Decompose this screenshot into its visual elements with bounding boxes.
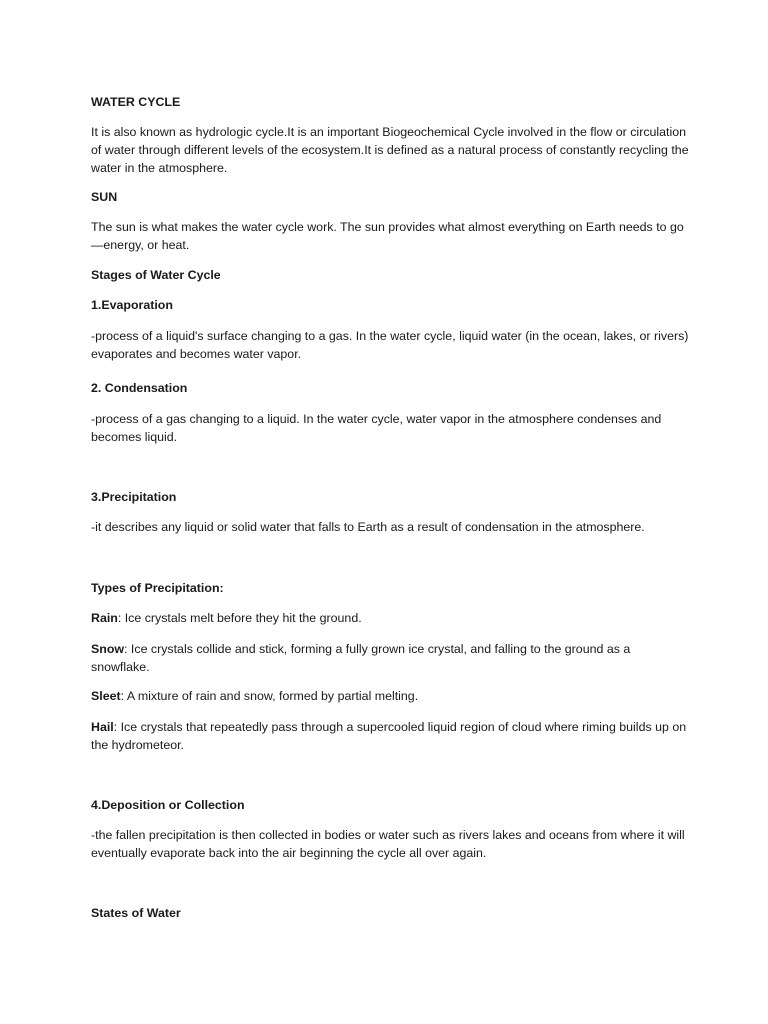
snow-text: : Ice crystals collide and stick, forming a fully grown ice crystal, and falling to the ground as a snowflake. — [91, 642, 631, 674]
rain-item — [91, 609, 691, 627]
deposition-paragraph: -the fallen precipitation is then collected in bodies or water such as rivers lakes and oceans from where it will eventually evaporate back into the air beginning the cycle all over again. — [91, 828, 685, 860]
document-title: WATER CYCLE — [91, 95, 181, 109]
sun-paragraph: The sun is what makes the water cycle work. The sun provides what almost everything on Earth needs to go—energy, or heat. — [91, 220, 684, 252]
condensation-paragraph: -process of a gas changing to a liquid. In the water cycle, water vapor in the atmosphere condenses and becomes liquid. — [91, 412, 662, 444]
snow-term: Snow — [91, 642, 125, 656]
states-heading: States of Water — [91, 906, 181, 920]
stages-heading: Stages of Water Cycle — [91, 268, 221, 282]
hail-text: : Ice crystals that repeatedly pass through a supercooled liquid region of cloud where riming builds up on the hydrometeor. — [91, 720, 687, 752]
hail-item — [91, 718, 691, 754]
sleet-text: : A mixture of rain and snow, formed by partial melting. — [120, 689, 419, 703]
hail-term: Hail — [91, 720, 114, 734]
condensation-heading: 2. Condensation — [91, 381, 188, 395]
sun-heading: SUN — [91, 190, 118, 204]
sleet-term: Sleet — [91, 689, 121, 703]
deposition-heading: 4.Deposition or Collection — [91, 798, 245, 812]
precipitation-paragraph: -it describes any liquid or solid water that falls to Earth as a result of condensation in the atmosphere. — [91, 520, 645, 534]
rain-text: : Ice crystals melt before they hit the ground. — [117, 611, 362, 625]
rain-term: Rain — [91, 611, 118, 625]
intro-paragraph: It is also known as hydrologic cycle.It is an important Biogeochemical Cycle involved in the flow or circulation of water through different levels of the ecosystem.It is defined as a natural process of constantly recycling the water in the atmosphere. — [91, 125, 689, 175]
precipitation-types-heading: Types of Precipitation: — [91, 581, 224, 595]
sleet-item — [91, 687, 691, 705]
snow-item — [91, 640, 691, 676]
precipitation-heading: 3.Precipitation — [91, 490, 177, 504]
evaporation-heading: 1.Evaporation — [91, 298, 173, 312]
evaporation-paragraph: -process of a liquid's surface changing to a gas. In the water cycle, liquid water (in the ocean, lakes, or rivers) evaporates and becomes water vapor. — [91, 329, 689, 361]
